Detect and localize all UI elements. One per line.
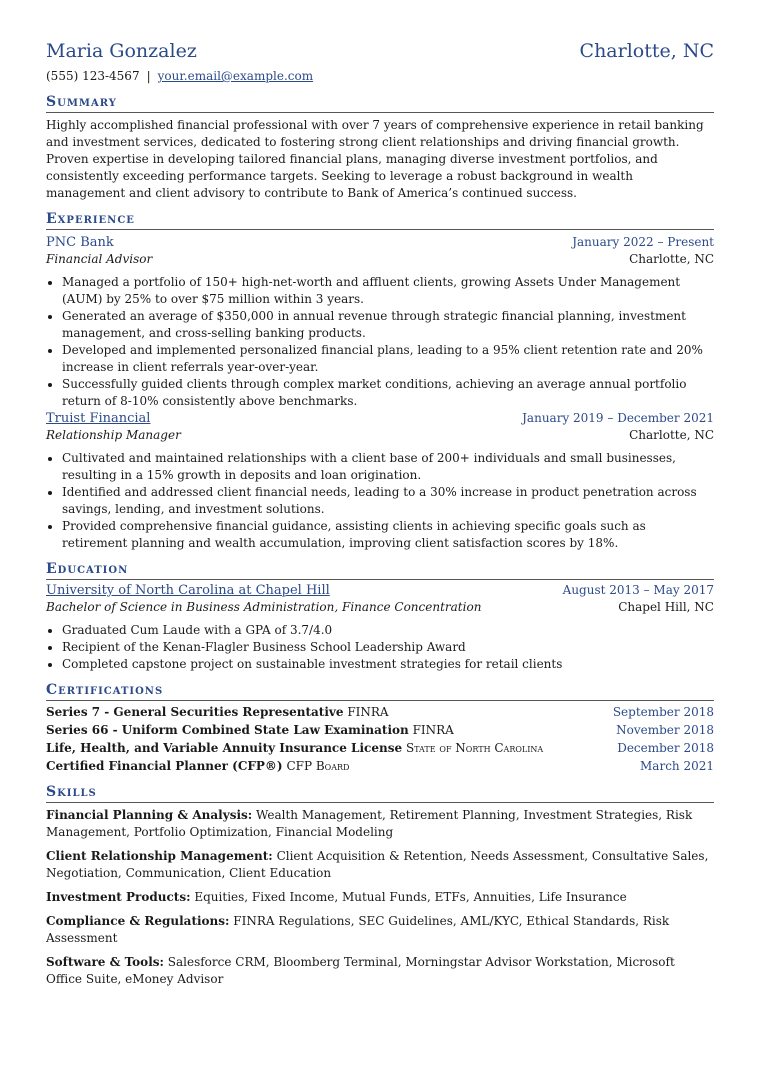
skill-value: Salesforce CRM, Bloomberg Terminal, Morningstar Advisor Workstation, Microsoft Office Suite, eMoney Advisor: [46, 955, 675, 986]
certification-date: December 2018: [617, 741, 714, 755]
skill-row: [46, 954, 714, 988]
school-name[interactable]: University of North Carolina at Chapel Hill: [46, 583, 330, 598]
list-item: • Recipient of the Kenan-Flagler Business School Leadership Award: [62, 639, 714, 656]
section-title-skills: Skills: [46, 783, 714, 803]
certification-row: [46, 721, 714, 739]
job-title: Financial Advisor: [46, 252, 153, 266]
experience-entry-subheader: [46, 251, 714, 268]
employment-dates: January 2019 – December 2021: [522, 411, 714, 425]
skill-row: [46, 848, 714, 882]
job-location: Charlotte, NC: [629, 428, 714, 442]
resume-header: [46, 38, 714, 64]
list-item: • Successfully guided clients through complex market conditions, achieving an average annual portfolio return of 8-10% consistently above benchmarks.: [62, 376, 714, 410]
contact-line: [46, 68, 714, 85]
candidate-name: Maria Gonzalez: [46, 40, 197, 62]
list-item: • Cultivated and maintained relationships with a client base of 200+ individuals and small businesses, resulting in a 15% growth in deposits and loan origination.: [62, 450, 714, 484]
summary-section: [46, 117, 714, 202]
certification-row: [46, 703, 714, 721]
list-item: • Managed a portfolio of 150+ high-net-worth and affluent clients, growing Assets Under Management (AUM) by 25% to over $75 million within 3 years.: [62, 274, 714, 308]
education-section: [46, 582, 714, 673]
certification-name: Series 7 - General Securities Representative: [46, 705, 344, 719]
certification-name: Life, Health, and Variable Annuity Insurance License: [46, 741, 403, 755]
skill-label: Investment Products:: [46, 890, 191, 904]
phone-number: (555) 123-4567: [46, 69, 140, 83]
skill-label: Software & Tools:: [46, 955, 164, 969]
experience-bullets: [46, 274, 714, 410]
employment-dates: January 2022 – Present: [572, 235, 714, 249]
experience-entry-header: [46, 410, 714, 427]
experience-bullets: [46, 450, 714, 552]
degree: Bachelor of Science in Business Administration, Finance Concentration: [46, 600, 482, 614]
certification-issuer: State of North Carolina: [405, 741, 544, 755]
certification-label: [46, 757, 349, 775]
job-location: Charlotte, NC: [629, 252, 714, 266]
education-entry-subheader: [46, 599, 714, 616]
section-title-experience: Experience: [46, 210, 714, 230]
certification-date: September 2018: [612, 705, 714, 719]
list-item: • Graduated Cum Laude with a GPA of 3.7/4.0: [62, 622, 714, 639]
certification-date: March 2021: [640, 759, 714, 773]
education-dates: August 2013 – May 2017: [562, 583, 714, 597]
email-link[interactable]: your.email@example.com: [157, 69, 314, 83]
skill-row: [46, 889, 714, 906]
education-bullets: [46, 622, 714, 673]
section-title-education: Education: [46, 560, 714, 580]
skill-value: FINRA Regulations, SEC Guidelines, AML/KYC, Ethical Standards, Risk Assessment: [46, 914, 670, 945]
skill-label: Client Relationship Management:: [46, 849, 273, 863]
experience-section: [46, 234, 714, 552]
experience-entry-header: [46, 234, 714, 251]
list-item: • Generated an average of $350,000 in annual revenue through strategic financial planning, investment management, and cross-selling banking products.: [62, 308, 714, 342]
skill-label: Compliance & Regulations:: [46, 914, 230, 928]
summary-text: Highly accomplished financial professional with over 7 years of comprehensive experience in retail banking and investment services, dedicated to fostering strong client relationships and driving financial growth. Proven expertise in developing tailored financial plans, managing diverse investment portfolios, and consistently exceeding performance targets. Seeking to leverage a robust background in wealth management and client advisory to contribute to Bank of America’s continued success.: [46, 118, 704, 200]
skill-value: Client Acquisition & Retention, Needs Assessment, Consultative Sales, Negotiation, Communication, Client Education: [46, 849, 709, 880]
certifications-section: [46, 703, 714, 775]
school-location: Chapel Hill, NC: [618, 600, 714, 614]
certification-row: [46, 757, 714, 775]
contact-separator: |: [146, 69, 151, 83]
education-entry-header: [46, 582, 714, 599]
section-title-summary: Summary: [46, 93, 714, 113]
certification-label: [46, 721, 454, 739]
skill-value: Wealth Management, Retirement Planning, Investment Strategies, Risk Management, Portfolio Optimization, Financial Modeling: [46, 808, 693, 839]
employer-name[interactable]: Truist Financial: [46, 411, 151, 426]
job-title: Relationship Manager: [46, 428, 181, 442]
section-title-certifications: Certifications: [46, 681, 714, 701]
skill-label: Financial Planning & Analysis:: [46, 808, 253, 822]
experience-entry: [46, 410, 714, 552]
certification-issuer: FINRA: [347, 705, 389, 719]
skill-row: [46, 807, 714, 841]
list-item: • Developed and implemented personalized financial plans, leading to a 95% client retention rate and 20% increase in client referrals year-over-year.: [62, 342, 714, 376]
certification-name: Series 66 - Uniform Combined State Law Examination: [46, 723, 409, 737]
certification-issuer: CFP Board: [286, 759, 350, 773]
certification-row: [46, 739, 714, 757]
list-item: • Identified and addressed client financial needs, leading to a 30% increase in product penetration across savings, lending, and investment solutions.: [62, 484, 714, 518]
experience-entry-subheader: [46, 427, 714, 444]
list-item: • Provided comprehensive financial guidance, assisting clients in achieving specific goals such as retirement planning and wealth accumulation, improving client satisfaction scores by 18%.: [62, 518, 714, 552]
certification-label: [46, 739, 543, 757]
certification-name: Certified Financial Planner (CFP®): [46, 759, 283, 773]
resume-page: [46, 38, 714, 995]
experience-entry: [46, 234, 714, 410]
candidate-city: Charlotte, NC: [579, 40, 714, 62]
skills-section: [46, 807, 714, 988]
list-item: • Completed capstone project on sustainable investment strategies for retail clients: [62, 656, 714, 673]
certification-date: November 2018: [616, 723, 714, 737]
employer-name: PNC Bank: [46, 235, 114, 250]
skill-value: Equities, Fixed Income, Mutual Funds, ETFs, Annuities, Life Insurance: [194, 890, 627, 904]
certification-issuer: FINRA: [412, 723, 454, 737]
skill-row: [46, 913, 714, 947]
certification-label: [46, 703, 389, 721]
